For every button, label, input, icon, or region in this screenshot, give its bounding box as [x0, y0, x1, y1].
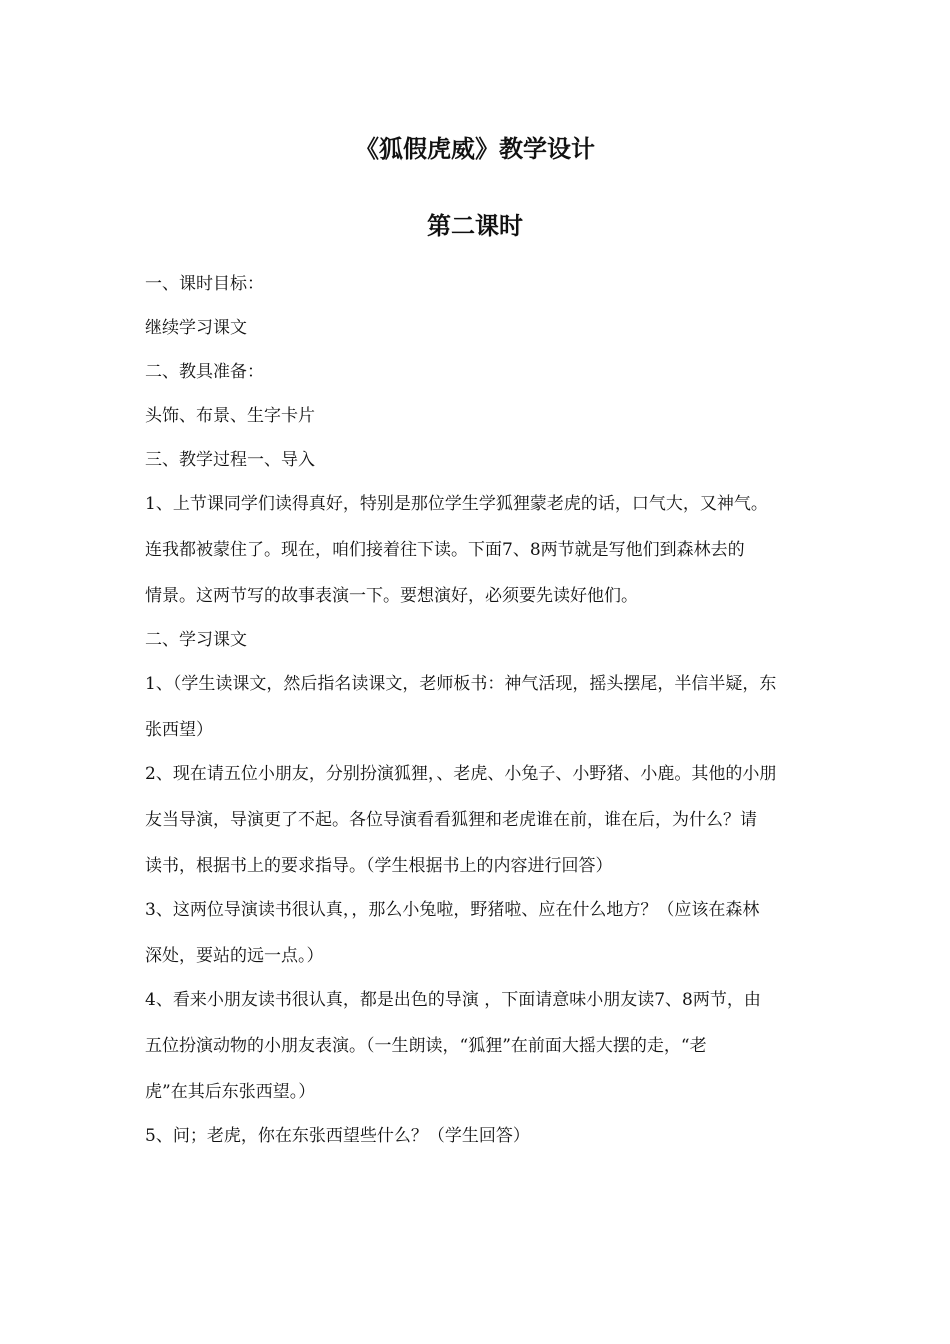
materials-text [145, 405, 807, 427]
document-title: 《狐假虎威》教学设计 [355, 134, 595, 163]
lesson-subtitle: 第二课时 [427, 211, 523, 240]
text-line: 二、学习课文 [145, 630, 247, 650]
text-line: 4、看来小朋友读书很认真，都是出色的导演 ，下面请意味小朋友读7、8两节，由 [145, 990, 761, 1010]
text-line: 二、教具准备： [145, 362, 264, 382]
goals-text [145, 317, 807, 339]
intro-paragraph [145, 493, 807, 607]
section-heading-goals [145, 273, 807, 295]
text-line: 情景。这两节写的故事表演一下。要想演好，必须要先读好他们。 [145, 586, 638, 606]
text-line: 张西望） [145, 720, 213, 740]
text-line: 头饰、布景、生字卡片 [145, 406, 315, 426]
text-line: 一、课时目标： [145, 274, 264, 294]
step-2-paragraph [145, 763, 807, 877]
text-line: 五位扮演动物的小朋友表演。（一生朗读，“狐狸”在前面大摇大摆的走，“老 [145, 1036, 707, 1056]
step-5-paragraph [145, 1125, 807, 1147]
text-line: 1、（学生读课文，然后指名读课文，老师板书：神气活现，摇头摆尾，半信半疑，东 [145, 674, 777, 694]
section-heading-materials [145, 361, 807, 383]
step-3-paragraph [145, 899, 807, 967]
section-heading-process [145, 449, 807, 471]
text-line: 1、上节课同学们读得真好，特别是那位学生学狐狸蒙老虎的话，口气大，又神气。 [145, 494, 768, 514]
step-4-paragraph [145, 989, 807, 1103]
text-line: 3、这两位导演读书很认真，，那么小兔啦，野猪啦、应在什么地方？（应该在森林 [145, 900, 760, 920]
text-line: 5、问；老虎，你在东张西望些什么？（学生回答） [145, 1126, 530, 1146]
section-heading-study [145, 629, 807, 651]
text-line: 读书，根据书上的要求指导。（学生根据书上的内容进行回答） [145, 856, 613, 876]
text-line: 2、现在请五位小朋友，分别扮演狐狸，、老虎、小兔子、小野猪、小鹿。其他的小朋 [145, 764, 777, 784]
document-body [145, 273, 807, 1147]
text-line: 继续学习课文 [145, 318, 247, 338]
text-line: 友当导演，导演更了不起。各位导演看看狐狸和老虎谁在前，谁在后，为什么？请 [145, 810, 757, 830]
text-line: 连我都被蒙住了。现在，咱们接着往下读。下面7、8两节就是写他们到森林去的 [145, 540, 745, 560]
text-line: 三、教学过程一、导入 [145, 450, 315, 470]
text-line: 虎”在其后东张西望。） [145, 1082, 316, 1102]
step-1-paragraph [145, 673, 807, 741]
text-line: 深处，要站的远一点。） [145, 946, 324, 966]
